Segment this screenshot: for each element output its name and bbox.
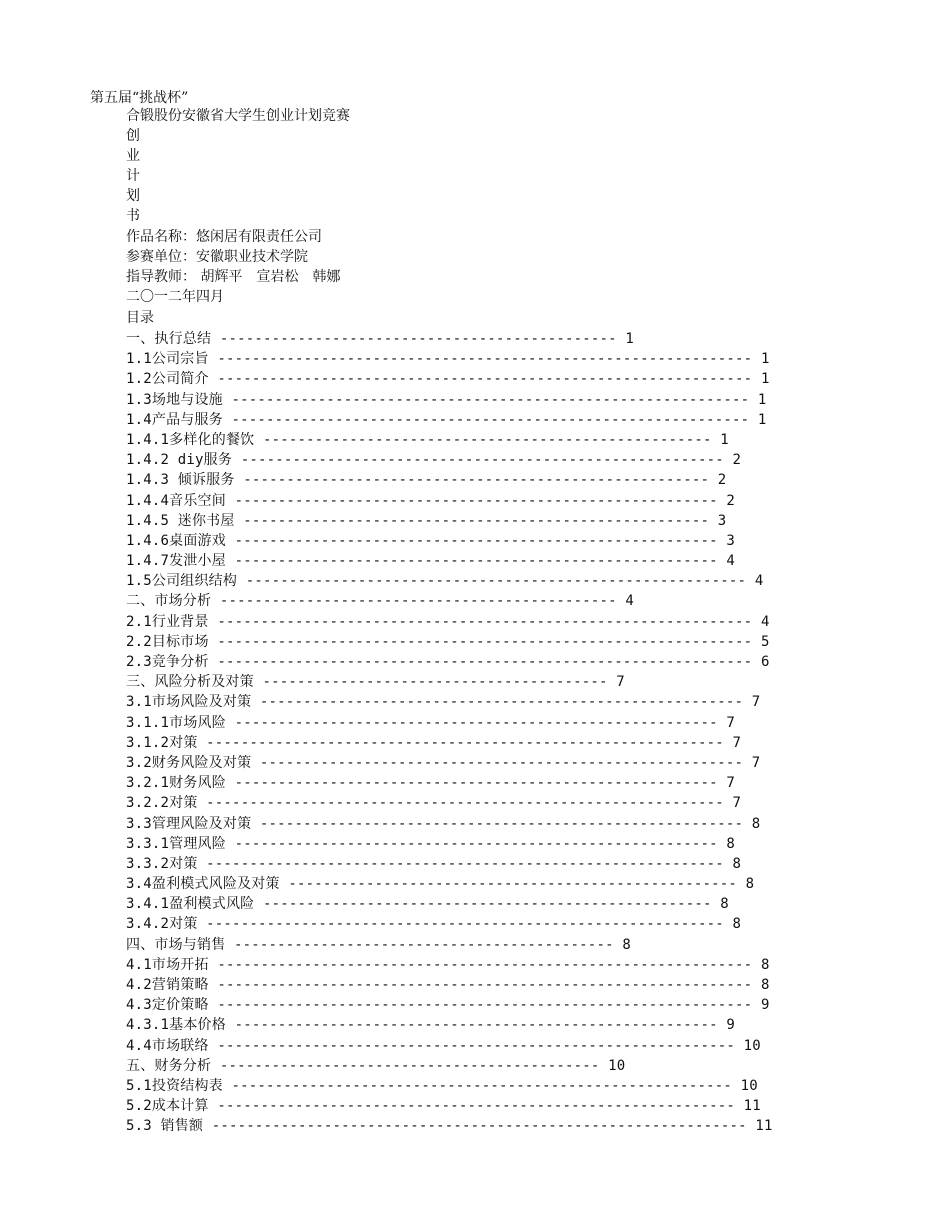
toc-entry-page: 1 — [625, 331, 635, 347]
toc-leader: -------------------------------------------------------------- — [208, 613, 761, 630]
toc-entry[interactable] — [126, 914, 886, 934]
toc-entry-page: 11 — [743, 1098, 761, 1115]
toc-leader: -------------------------------------------------------------- — [208, 633, 761, 650]
toc-entry[interactable] — [126, 369, 886, 389]
toc-entry-label: 三、风险分析及对策 — [126, 674, 254, 691]
toc-entry[interactable] — [126, 531, 886, 551]
toc-entry[interactable] — [126, 935, 886, 955]
toc-entry[interactable] — [126, 1056, 886, 1076]
toc-entry-page: 2 — [732, 452, 742, 469]
toc-entry-page: 11 — [755, 1118, 773, 1135]
toc-entry-label: 4.2营销策略 — [126, 977, 209, 993]
toc-entry-label: 3.3.1管理风险 — [126, 835, 226, 852]
toc-entry[interactable] — [126, 713, 886, 733]
toc-title: 目录 — [126, 310, 154, 326]
toc-entry-page: 5 — [760, 633, 770, 650]
table-of-contents — [126, 329, 886, 1137]
toc-entry-page: 7 — [726, 714, 736, 731]
toc-leader: ---------------------------------------- — [253, 674, 617, 691]
toc-leader: ------------------------------------------------------------ — [208, 1037, 744, 1054]
toc-leader: ---------------------------------------------------------- — [237, 573, 755, 590]
toc-entry-label: 1.4产品与服务 — [126, 411, 223, 428]
toc-entry-page: 7 — [732, 734, 742, 751]
toc-leader: -------------------------------------------------------- — [251, 754, 752, 771]
toc-leader: -------------------------------------------------------- — [225, 553, 727, 570]
toc-leader: ---------------------------------------------- — [211, 331, 626, 347]
toc-entry[interactable] — [126, 390, 886, 410]
toc-entry-page: 9 — [726, 1017, 736, 1034]
toc-entry[interactable] — [126, 430, 886, 450]
toc-entry-label: 3.1.1市场风险 — [126, 714, 226, 731]
toc-entry-label: 1.2公司简介 — [126, 371, 209, 388]
toc-entry[interactable] — [126, 975, 886, 995]
toc-entry-page: 8 — [720, 896, 729, 913]
toc-entry[interactable] — [126, 410, 886, 430]
toc-leader: ------------------------------------------------------------ — [197, 734, 733, 751]
toc-entry[interactable] — [126, 571, 886, 591]
toc-entry-page: 4 — [726, 553, 736, 570]
vertical-title-char: 书 — [126, 208, 140, 224]
toc-leader: -------------------------------------------------------------- — [203, 1118, 756, 1135]
toc-leader: ---------------------------------------------------- — [254, 431, 721, 448]
toc-entry-label: 3.3管理风险及对策 — [126, 815, 252, 832]
toc-entry-page: 2 — [726, 492, 736, 509]
toc-leader: -------------------------------------------------------- — [232, 452, 733, 469]
toc-entry-page: 2 — [717, 472, 727, 489]
toc-entry[interactable] — [126, 470, 886, 490]
toc-entry-label: 4.4市场联络 — [126, 1037, 209, 1054]
toc-entry-page: 8 — [745, 876, 755, 893]
toc-entry-label: 3.4.2对策 — [126, 916, 198, 933]
participating-unit: 参赛单位：安徽职业技术学院 — [126, 249, 308, 265]
toc-entry[interactable] — [126, 1076, 886, 1096]
toc-entry-page: 8 — [622, 936, 631, 953]
toc-entry-page: 1 — [757, 391, 767, 408]
toc-entry-page: 3 — [717, 512, 727, 529]
toc-entry-label: 1.4.6桌面游戏 — [126, 532, 226, 549]
toc-entry-label: 1.4.3 倾诉服务 — [126, 472, 235, 489]
toc-entry[interactable] — [126, 1015, 886, 1035]
toc-leader: -------------------------------------------------------- — [225, 714, 727, 731]
toc-entry-page: 7 — [616, 674, 625, 691]
toc-entry-page: 6 — [760, 654, 770, 670]
work-name: 作品名称：悠闲居有限责任公司 — [126, 229, 322, 245]
toc-entry-page: 10 — [740, 1077, 758, 1094]
toc-leader: -------------------------------------------------------- — [251, 815, 752, 832]
toc-entry[interactable] — [126, 995, 886, 1015]
toc-entry[interactable] — [126, 834, 886, 854]
toc-leader: -------------------------------------------- — [211, 1057, 609, 1074]
toc-entry-label: 4.1市场开拓 — [126, 956, 209, 973]
toc-entry-page: 7 — [751, 694, 761, 711]
toc-entry[interactable] — [126, 329, 886, 349]
toc-entry[interactable] — [126, 733, 886, 753]
vertical-title-char: 划 — [126, 188, 140, 204]
toc-leader: -------------------------------------------------------- — [251, 694, 752, 711]
toc-entry-page: 4 — [760, 613, 770, 630]
toc-leader: ---------------------------------------------------- — [279, 876, 746, 893]
date: 二〇一二年四月 — [126, 289, 224, 305]
toc-entry-label: 5.2成本计算 — [126, 1098, 209, 1115]
toc-entry-label: 3.1市场风险及对策 — [126, 694, 252, 711]
toc-entry-page: 8 — [760, 956, 770, 973]
toc-leader: -------------------------------------------------------------- — [208, 977, 761, 993]
toc-entry[interactable] — [126, 854, 886, 874]
toc-entry-page: 4 — [625, 593, 635, 610]
toc-leader: -------------------------------------------------------- — [225, 532, 727, 549]
toc-entry-page: 7 — [726, 775, 736, 792]
toc-leader: -------------------------------------------------------- — [225, 492, 727, 509]
toc-entry-label: 2.1行业背景 — [126, 613, 209, 630]
toc-entry-label: 一、执行总结 — [126, 331, 212, 347]
toc-entry[interactable] — [126, 349, 886, 369]
toc-entry[interactable] — [126, 1096, 886, 1116]
toc-entry[interactable] — [126, 874, 886, 894]
toc-entry-page: 8 — [732, 916, 742, 933]
toc-entry[interactable] — [126, 793, 886, 813]
competition-title: 第五届“挑战杯” — [90, 90, 189, 106]
toc-entry-page: 8 — [760, 977, 770, 993]
vertical-title-char: 计 — [126, 168, 140, 184]
toc-entry-label: 1.3场地与设施 — [126, 391, 223, 408]
toc-entry-label: 3.2财务风险及对策 — [126, 754, 252, 771]
toc-leader: ---------------------------------------------------------- — [222, 1077, 741, 1094]
toc-entry-label: 2.2目标市场 — [126, 633, 209, 650]
vertical-title-char: 业 — [126, 148, 140, 164]
vertical-title-char: 创 — [126, 128, 140, 144]
toc-leader: -------------------------------------------------------- — [225, 775, 727, 792]
toc-entry-page: 8 — [726, 835, 736, 852]
toc-entry-label: 1.4.2 diy服务 — [126, 452, 233, 469]
toc-entry-label: 2.3竞争分析 — [126, 654, 209, 670]
toc-leader: -------------------------------------------------------------- — [208, 371, 761, 388]
toc-entry-page: 8 — [751, 815, 761, 832]
toc-entry-label: 1.4.5 迷你书屋 — [126, 512, 235, 529]
toc-entry[interactable] — [126, 632, 886, 652]
toc-entry[interactable] — [126, 551, 886, 571]
toc-entry[interactable] — [126, 814, 886, 834]
toc-entry[interactable] — [126, 511, 886, 531]
toc-leader: ------------------------------------------------------------ — [197, 916, 733, 933]
toc-entry[interactable] — [126, 672, 886, 692]
toc-entry-page: 10 — [743, 1037, 761, 1054]
advisors: 指导教师： 胡辉平 宣岩松 韩娜 — [126, 269, 341, 285]
toc-entry-page: 1 — [720, 431, 729, 448]
toc-entry-label: 5.3 销售额 — [126, 1118, 204, 1135]
toc-entry[interactable] — [126, 1036, 886, 1056]
toc-leader: -------------------------------------------------------------- — [208, 654, 761, 670]
toc-entry-label: 3.3.2对策 — [126, 855, 198, 872]
toc-entry-page: 8 — [732, 855, 742, 872]
toc-leader: -------------------------------------------------------- — [225, 1017, 727, 1034]
toc-leader: ------------------------------------------------------------ — [222, 391, 758, 408]
toc-entry-label: 5.1投资结构表 — [126, 1077, 223, 1094]
toc-entry-label: 1.4.4音乐空间 — [126, 492, 226, 509]
toc-entry-label: 3.4盈利模式风险及对策 — [126, 876, 280, 893]
toc-entry-label: 4.3.1基本价格 — [126, 1017, 226, 1034]
toc-entry-label: 3.4.1盈利模式风险 — [126, 896, 255, 913]
toc-leader: ------------------------------------------------------ — [234, 472, 718, 489]
toc-entry-page: 10 — [608, 1057, 626, 1074]
toc-entry-label: 3.2.2对策 — [126, 795, 198, 812]
toc-leader: -------------------------------------------- — [225, 936, 623, 953]
toc-entry[interactable] — [126, 591, 886, 611]
toc-entry-label: 3.2.1财务风险 — [126, 775, 226, 792]
toc-entry-page: 9 — [760, 997, 770, 1014]
toc-leader: ------------------------------------------------------------ — [197, 855, 733, 872]
competition-subtitle: 合锻股份安徽省大学生创业计划竞赛 — [126, 108, 350, 124]
toc-entry[interactable] — [126, 450, 886, 470]
toc-entry[interactable] — [126, 692, 886, 712]
toc-entry-label: 二、市场分析 — [126, 593, 212, 610]
toc-entry[interactable] — [126, 753, 886, 773]
toc-entry-label: 3.1.2对策 — [126, 734, 198, 751]
toc-leader: -------------------------------------------------------- — [225, 835, 727, 852]
toc-entry[interactable] — [126, 894, 886, 914]
toc-entry-page: 4 — [754, 573, 764, 590]
toc-entry[interactable] — [126, 491, 886, 511]
toc-leader: -------------------------------------------------------------- — [208, 956, 761, 973]
toc-entry-page: 7 — [751, 754, 761, 771]
toc-entry-label: 1.5公司组织结构 — [126, 573, 238, 590]
toc-entry[interactable] — [126, 612, 886, 632]
toc-entry-page: 1 — [757, 411, 767, 428]
toc-leader: -------------------------------------------------------------- — [208, 351, 761, 368]
toc-entry-page: 1 — [760, 351, 770, 368]
toc-leader: ------------------------------------------------------------ — [222, 411, 758, 428]
toc-entry-label: 1.4.7发泄小屋 — [126, 553, 226, 570]
toc-entry[interactable] — [126, 1116, 886, 1136]
toc-entry-page: 1 — [760, 371, 770, 388]
toc-leader: ---------------------------------------------- — [211, 593, 626, 610]
toc-entry-page: 7 — [732, 795, 742, 812]
toc-entry-page: 3 — [726, 532, 736, 549]
toc-entry-label: 4.3定价策略 — [126, 997, 209, 1014]
toc-leader: ------------------------------------------------------------ — [197, 795, 733, 812]
toc-entry-label: 五、财务分析 — [126, 1057, 212, 1074]
toc-entry[interactable] — [126, 652, 886, 672]
toc-entry[interactable] — [126, 773, 886, 793]
toc-leader: ------------------------------------------------------------ — [208, 1098, 744, 1115]
toc-entry-label: 四、市场与销售 — [126, 936, 226, 953]
toc-leader: ------------------------------------------------------ — [234, 512, 718, 529]
toc-leader: -------------------------------------------------------------- — [208, 997, 761, 1014]
toc-entry-label: 1.4.1多样化的餐饮 — [126, 431, 255, 448]
toc-leader: ---------------------------------------------------- — [254, 896, 721, 913]
toc-entry[interactable] — [126, 955, 886, 975]
toc-entry-label: 1.1公司宗旨 — [126, 351, 209, 368]
